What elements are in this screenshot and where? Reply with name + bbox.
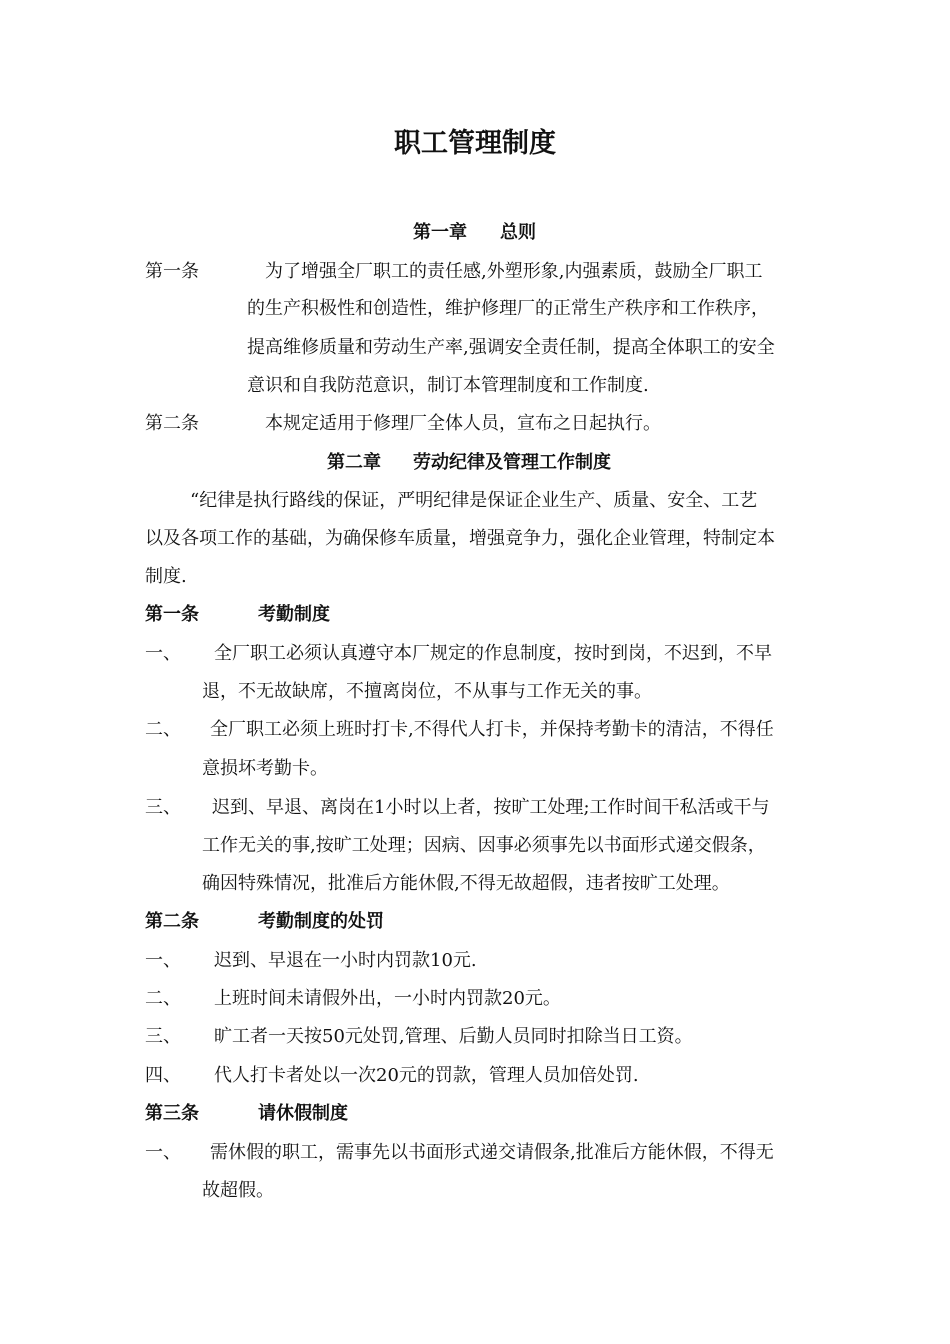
ch1-article-2-text: 本规定适用于修理厂全体人员，宣布之日起执行。 [265, 413, 661, 434]
ch2-article-1-label: 第一条 [145, 604, 199, 625]
ch1-article-1-line: 为了增强全厂职工的责任感,外塑形象,内强素质，鼓励全厂职工 [265, 261, 763, 282]
ch1-article-1-line: 意识和自我防范意识，制订本管理制度和工作制度. [247, 375, 649, 396]
ch2-intro-line: 以及各项工作的基础，为确保修车质量，增强竟争力，强化企业管理，特制定本 [145, 528, 775, 549]
document-title: 职工管理制度 [394, 128, 556, 159]
list-item-number: 二、 [145, 988, 181, 1009]
ch2-article-2-title: 考勤制度的处罚 [258, 911, 384, 932]
ch2-article-2-label: 第二条 [145, 911, 199, 932]
list-item-text: 工作无关的事,按旷工处理；因病、因事必须事先以书面形式递交假条， [202, 835, 766, 856]
ch2-article-1-title: 考勤制度 [258, 604, 330, 625]
list-item-number: 一、 [145, 950, 181, 971]
ch2-intro-line: “纪律是执行路线的保证，严明纪律是保证企业生产、质量、安全、工艺 [190, 490, 758, 511]
ch1-article-1-line: 提高维修质量和劳动生产率,强调安全责任制，提高全体职工的安全 [247, 337, 775, 358]
ch1-article-1-label: 第一条 [145, 261, 199, 282]
chapter-1-number: 第一章 [413, 222, 467, 243]
list-item-text: 退，不无故缺席，不擅离岗位，不从事与工作无关的事。 [202, 681, 652, 702]
list-item-number: 二、 [145, 719, 181, 740]
ch2-article-3-label: 第三条 [145, 1103, 199, 1124]
list-item-text: 故超假。 [202, 1180, 274, 1201]
list-item-number: 四、 [145, 1065, 181, 1086]
list-item-number: 三、 [145, 797, 181, 818]
ch1-article-2-label: 第二条 [145, 413, 199, 434]
list-item-text: 全厂职工必须上班时打卡,不得代人打卡，并保持考勤卡的清洁，不得任 [210, 719, 774, 740]
list-item-text: 需休假的职工，需事先以书面形式递交请假条,批准后方能休假，不得无 [210, 1142, 774, 1163]
chapter-1-title: 总则 [500, 222, 536, 243]
list-item-number: 一、 [145, 1142, 181, 1163]
list-item-text: 迟到、早退、离岗在1小时以上者，按旷工处理;工作时间干私活或干与 [212, 797, 770, 818]
chapter-2-number: 第二章 [327, 452, 381, 473]
ch2-intro-line: 制度. [145, 566, 187, 587]
ch1-article-1-line: 的生产积极性和创造性，维护修理厂的正常生产秩序和工作秩序， [247, 298, 769, 319]
list-item-text: 迟到、早退在一小时内罚款10元. [214, 950, 477, 971]
list-item-text: 旷工者一天按50元处罚,管理、后勤人员同时扣除当日工资。 [214, 1026, 693, 1047]
chapter-2-title: 劳动纪律及管理工作制度 [413, 452, 611, 473]
list-item-text: 全厂职工必须认真遵守本厂规定的作息制度，按时到岗，不迟到，不早 [214, 643, 772, 664]
list-item-text: 确因特殊情况，批准后方能休假,不得无故超假，违者按旷工处理。 [202, 873, 730, 894]
list-item-text: 代人打卡者处以一次20元的罚款，管理人员加倍处罚. [214, 1065, 639, 1086]
list-item-number: 三、 [145, 1026, 181, 1047]
ch2-article-3-title: 请休假制度 [258, 1103, 348, 1124]
list-item-text: 意损坏考勤卡。 [202, 758, 328, 779]
list-item-text: 上班时间未请假外出，一小时内罚款20元。 [214, 988, 561, 1009]
list-item-number: 一、 [145, 643, 181, 664]
